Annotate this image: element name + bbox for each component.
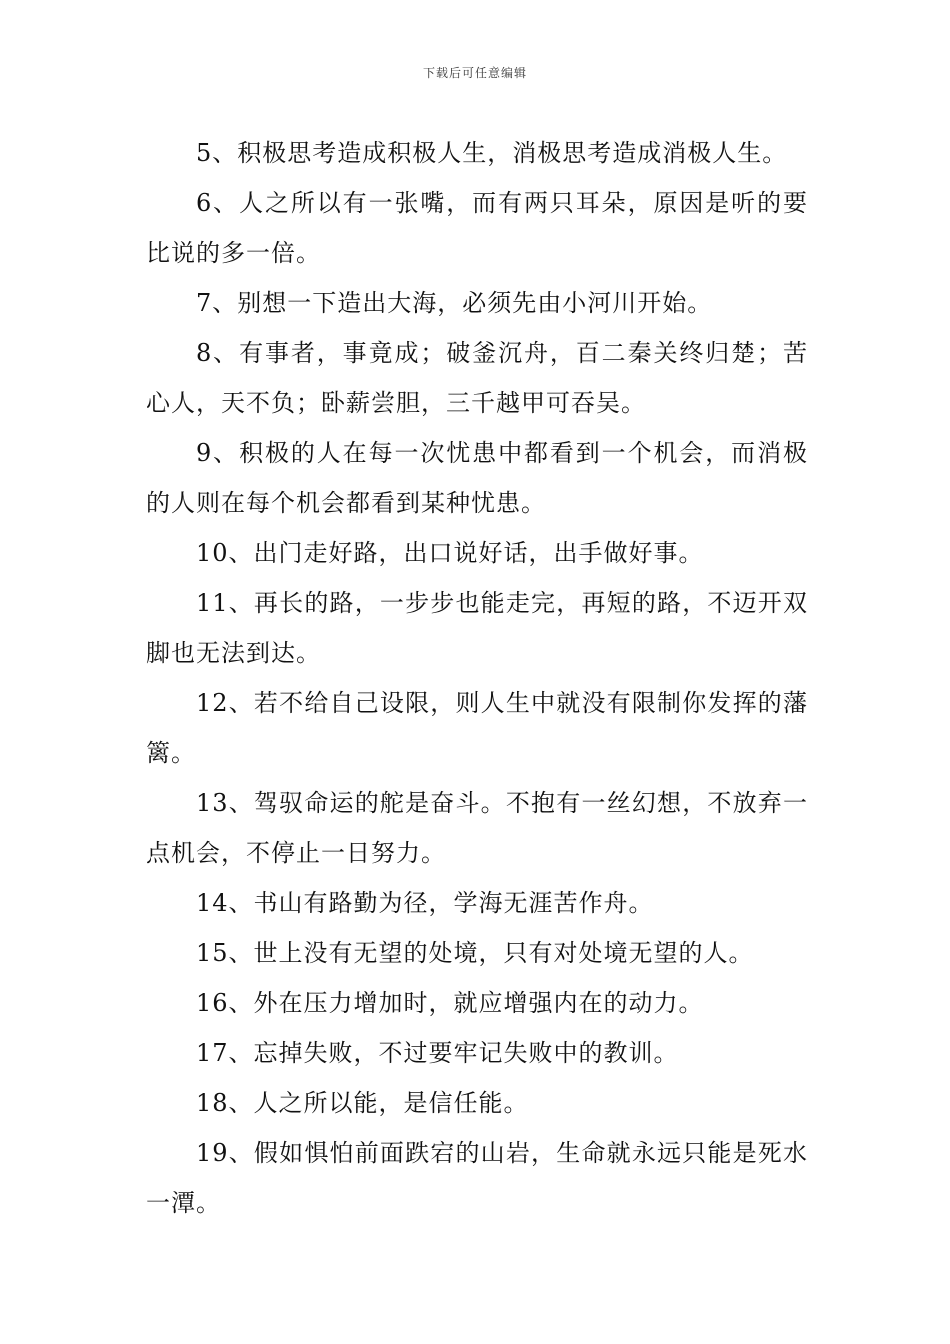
quote-paragraph: 8、有事者，事竟成；破釜沉舟，百二秦关终归楚；苦心人，天不负；卧薪尝胆，三千越甲可吞吴。 (146, 339, 808, 417)
quote-list (146, 128, 808, 1228)
quote-paragraph: 7、别想一下造出大海，必须先由小河川开始。 (196, 289, 713, 317)
quote-paragraph: 14、书山有路勤为径，学海无涯苦作舟。 (196, 889, 654, 917)
quote-paragraph: 5、积极思考造成积极人生，消极思考造成消极人生。 (196, 139, 788, 167)
quote-paragraph: 6、人之所以有一张嘴，而有两只耳朵，原因是听的要比说的多一倍。 (146, 189, 808, 267)
page-header: 下载后可任意编辑 (422, 66, 527, 80)
quote-paragraph: 9、积极的人在每一次忧患中都看到一个机会，而消极的人则在每个机会都看到某种忧患。 (146, 439, 808, 517)
quote-paragraph: 12、若不给自己设限，则人生中就没有限制你发挥的藩篱。 (146, 689, 808, 767)
quote-paragraph: 19、假如惧怕前面跌宕的山岩，生命就永远只能是死水一潭。 (146, 1139, 808, 1217)
quote-paragraph: 17、忘掉失败，不过要牢记失败中的教训。 (196, 1039, 679, 1067)
quote-paragraph: 13、驾驭命运的舵是奋斗。不抱有一丝幻想，不放弃一点机会，不停止一日努力。 (146, 789, 808, 867)
quote-paragraph: 15、世上没有无望的处境，只有对处境无望的人。 (196, 939, 754, 967)
quote-paragraph: 11、再长的路，一步步也能走完，再短的路，不迈开双脚也无法到达。 (146, 589, 808, 667)
quote-paragraph: 10、出门走好路，出口说好话，出手做好事。 (196, 539, 704, 567)
quote-paragraph: 18、人之所以能，是信任能。 (196, 1089, 529, 1117)
quote-paragraph: 16、外在压力增加时，就应增强内在的动力。 (196, 989, 704, 1017)
